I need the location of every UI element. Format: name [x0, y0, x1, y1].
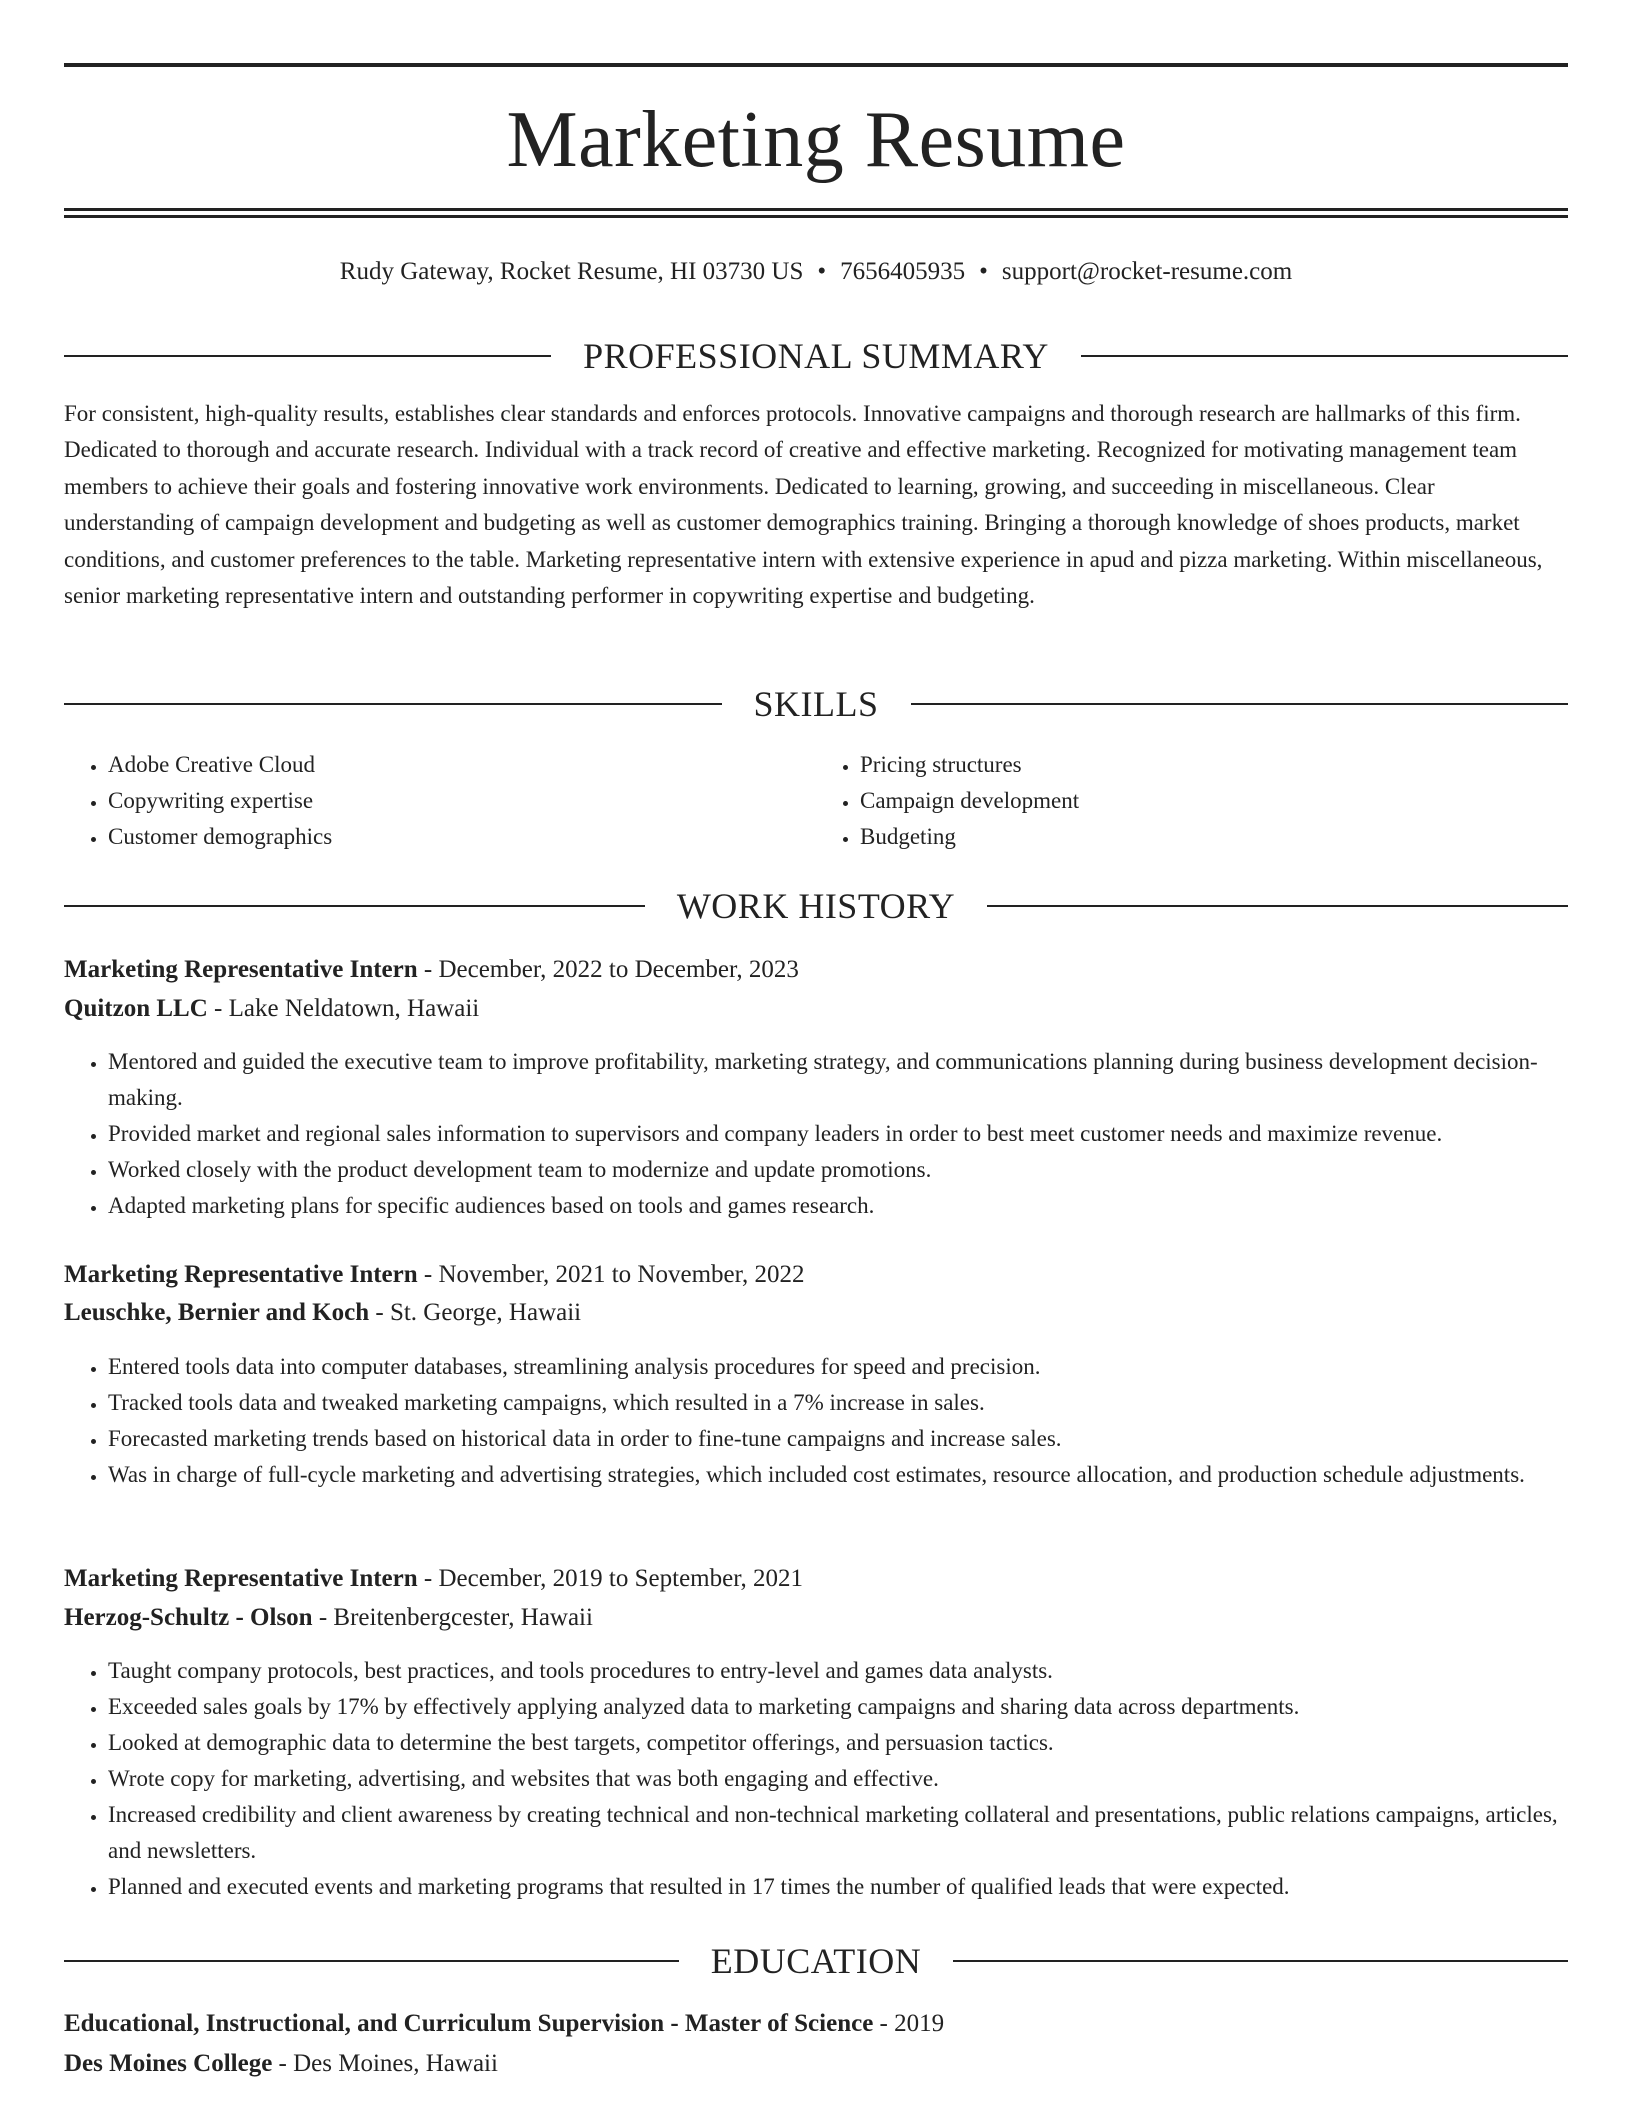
- divider: [64, 703, 722, 705]
- education-degree-line: [64, 2006, 1568, 2042]
- skill-item: • Pricing structures: [860, 747, 1568, 783]
- job-company-line: [64, 1600, 1568, 1636]
- job-location: - Breitenbergcester, Hawaii: [318, 1604, 593, 1631]
- contact-separator: •: [817, 258, 827, 285]
- job-bullets: [64, 1653, 1568, 1905]
- divider: [953, 1960, 1568, 1962]
- skill-item: • Copywriting expertise: [108, 783, 816, 819]
- education-school-line: [64, 2046, 1568, 2082]
- job-company-line: [64, 1295, 1568, 1331]
- divider: [64, 905, 645, 907]
- job-bullet: • Looked at demographic data to determine the best targets, competitor offerings, and persuasion tactics.: [108, 1725, 1568, 1761]
- contact-separator: •: [979, 258, 988, 285]
- section-heading-summary: [64, 334, 1568, 378]
- job-bullet: • Exceeded sales goals by 17% by effectively applying analyzed data to marketing campaigns and sharing data across departments.: [108, 1689, 1568, 1725]
- resume-title: Marketing Resume: [506, 96, 1126, 184]
- summary-text: For consistent, high-quality results, establishes clear standards and enforces protocols. Innovative campaigns and thorough research are hallmarks of this firm. Dedicated to thorough and accurate research. Individual with a track record of creative and effective marketing. Recognized for motivating management team members to achieve their goals and fostering innovative work environments. Dedicated to learning, growing, and succeeding in miscellaneous. Clear understanding of campaign development and budgeting as well as customer demographics training. Bringing a thorough knowledge of shoes products, market conditions, and customer preferences to the table. Marketing representative intern with extensive experience in apud and pizza marketing. Within miscellaneous, senior marketing representative intern and outstanding performer in copywriting expertise and budgeting.: [64, 401, 1543, 609]
- job-dates: - December, 2019 to September, 2021: [423, 1565, 804, 1592]
- job-company-line: [64, 991, 1568, 1027]
- section-heading-education: [64, 1939, 1568, 1983]
- education-degree: Educational, Instructional, and Curriculum Supervision - Master of Science: [64, 2010, 874, 2037]
- skill-item: • Customer demographics: [108, 819, 816, 855]
- skill-item: • Adobe Creative Cloud: [108, 747, 816, 783]
- section-title: PROFESSIONAL SUMMARY: [583, 336, 1049, 376]
- education-location: - Des Moines, Hawaii: [278, 2050, 498, 2077]
- education-year: - 2019: [879, 2010, 945, 2037]
- section-heading-work: [64, 884, 1568, 928]
- job-title-line: [64, 952, 1568, 988]
- job-bullets: [64, 1044, 1568, 1224]
- job-bullet: • Planned and executed events and marketing programs that resulted in 17 times the number of qualified leads that were expected.: [108, 1869, 1568, 1905]
- job-title-line: [64, 1561, 1568, 1597]
- job-bullet: • Entered tools data into computer databases, streamlining analysis procedures for speed and precision.: [108, 1349, 1568, 1385]
- job-bullet: • Adapted marketing plans for specific audiences based on tools and games research.: [108, 1188, 1568, 1224]
- education-school: Des Moines College: [64, 2050, 273, 2077]
- divider: [987, 905, 1568, 907]
- job-bullet: • Taught company protocols, best practices, and tools procedures to entry-level and games data analysts.: [108, 1653, 1568, 1689]
- skills-column-right: [816, 747, 1568, 855]
- job-bullet: • Wrote copy for marketing, advertising, and websites that was both engaging and effective.: [108, 1761, 1568, 1797]
- job-dates: - December, 2022 to December, 2023: [423, 956, 799, 983]
- job-title-line: [64, 1257, 1568, 1293]
- contact-line: [64, 254, 1568, 290]
- job-title: Marketing Representative Intern: [64, 956, 418, 983]
- job-bullet: • Was in charge of full-cycle marketing and advertising strategies, which included cost estimates, resource allocation, and production schedule adjustments.: [108, 1457, 1568, 1493]
- divider: [64, 1960, 679, 1962]
- section-heading-skills: [64, 682, 1568, 726]
- job-company: Leuschke, Bernier and Koch: [64, 1299, 370, 1326]
- job-bullet: • Worked closely with the product development team to modernize and update promotions.: [108, 1152, 1568, 1188]
- job-bullet: • Mentored and guided the executive team to improve profitability, marketing strategy, and communications planning during business development decision-making.: [108, 1044, 1568, 1116]
- contact-phone: 7656405935: [840, 258, 966, 285]
- job-location: - Lake Neldatown, Hawaii: [214, 995, 480, 1022]
- contact-address: Rudy Gateway, Rocket Resume, HI 03730 US: [339, 258, 804, 285]
- job-bullet: • Tracked tools data and tweaked marketing campaigns, which resulted in a 7% increase in sales.: [108, 1385, 1568, 1421]
- skill-item: • Budgeting: [860, 819, 1568, 855]
- job-title: Marketing Representative Intern: [64, 1261, 418, 1288]
- job-bullet: • Increased credibility and client awareness by creating technical and non-technical marketing collateral and presentations, public relations campaigns, articles, and newsletters.: [108, 1797, 1568, 1869]
- divider: [1081, 355, 1568, 357]
- divider: [911, 703, 1569, 705]
- title-double-rule: [64, 208, 1568, 218]
- section-title: SKILLS: [753, 684, 879, 724]
- job-bullet: • Provided market and regional sales information to supervisors and company leaders in order to best meet customer needs and maximize revenue.: [108, 1116, 1568, 1152]
- section-title: WORK HISTORY: [676, 886, 956, 926]
- top-rule: [64, 63, 1568, 67]
- job-company: Herzog-Schultz - Olson: [64, 1604, 313, 1631]
- job-title: Marketing Representative Intern: [64, 1565, 418, 1592]
- divider: [64, 355, 551, 357]
- section-title: EDUCATION: [710, 1941, 922, 1981]
- job-dates: - November, 2021 to November, 2022: [423, 1261, 805, 1288]
- skill-item: • Campaign development: [860, 783, 1568, 819]
- contact-email: support@rocket-resume.com: [1001, 258, 1293, 285]
- job-bullet: • Forecasted marketing trends based on historical data in order to fine-tune campaigns and increase sales.: [108, 1421, 1568, 1457]
- skills-list: [64, 747, 1568, 855]
- job-bullets: [64, 1349, 1568, 1493]
- job-company: Quitzon LLC: [64, 995, 208, 1022]
- skills-column-left: [64, 747, 816, 855]
- job-location: - St. George, Hawaii: [375, 1299, 582, 1326]
